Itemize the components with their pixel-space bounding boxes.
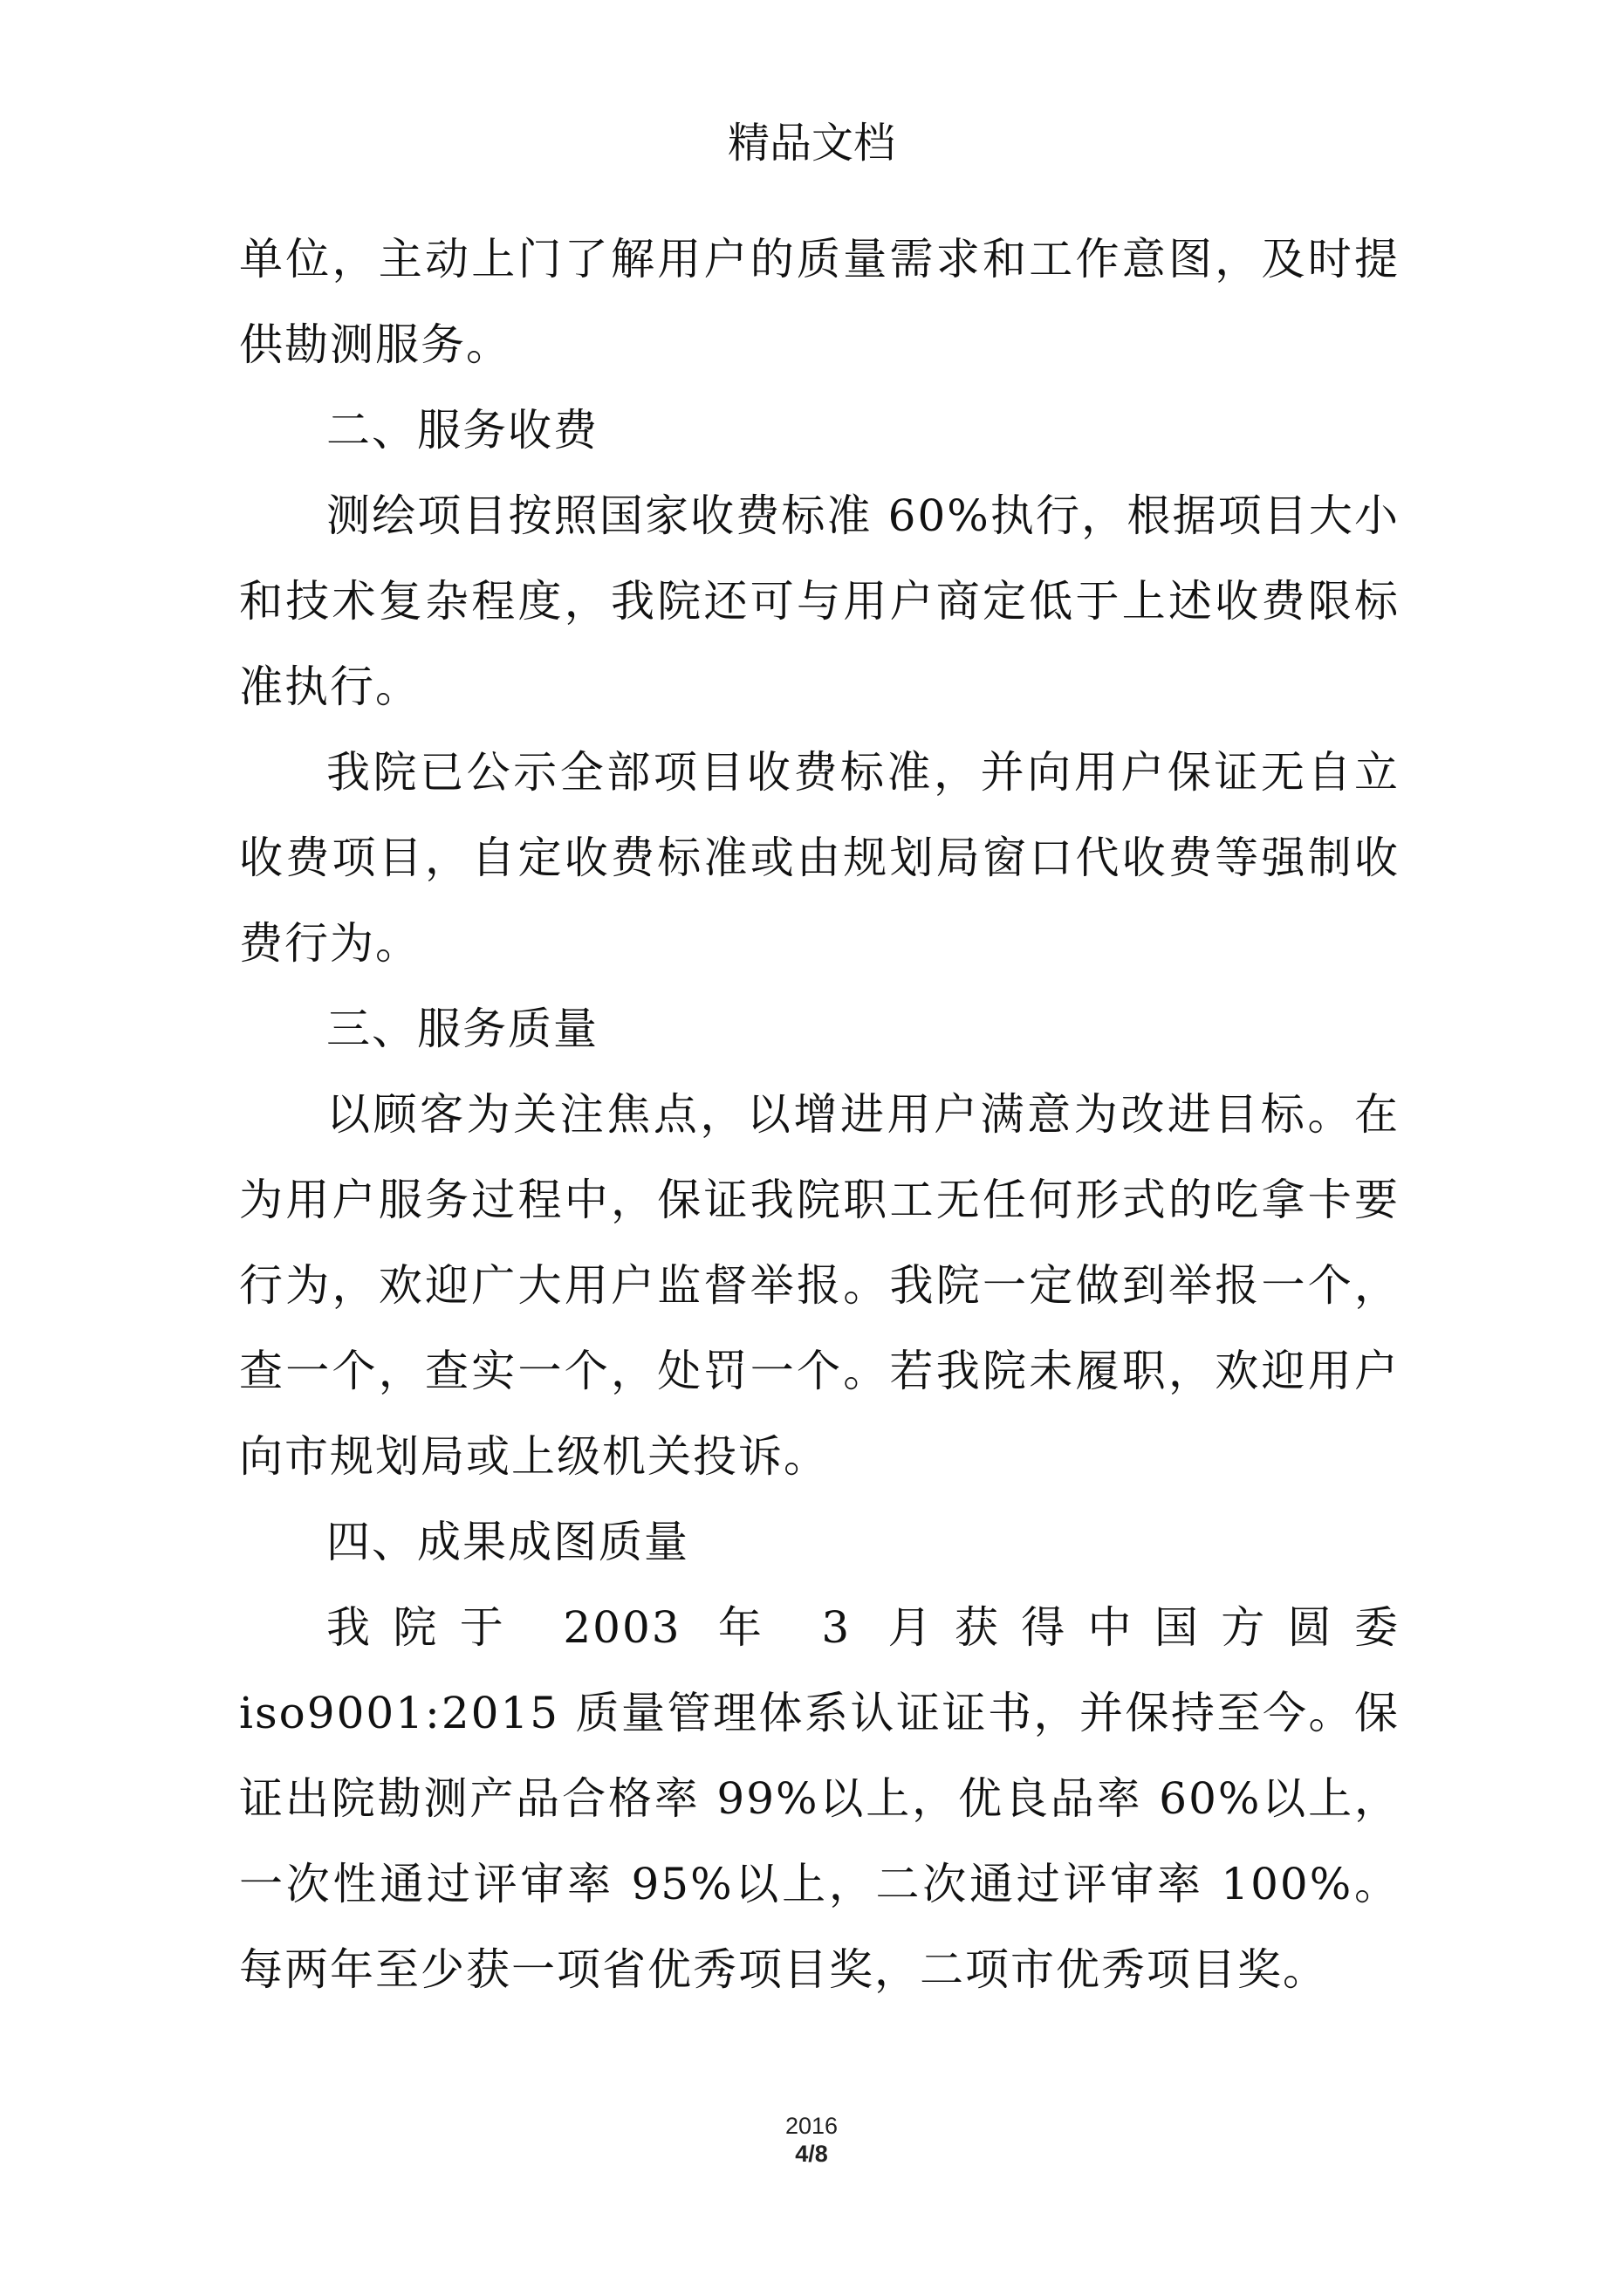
section-heading-fees: 二、服务收费: [326, 405, 599, 456]
paragraph-output-quality: 我院于 2003 年 3 月获得中国方圆委 iso9001:2015 质量管理体系认证证书，并保持至今。保证出院勘测产品合格率 99%以上，优良品率 60%以上，一次性通过评审率 95%以上，二次通过评审率 100%。每两年至少获一项省优秀项目奖，二项市优秀项目奖。: [239, 1602, 1400, 1995]
paragraph-service-quality: 以顾客为关注焦点，以增进用户满意为改进目标。在为用户服务过程中，保证我院职工无任何形式的吃拿卡要行为，欢迎广大用户监督举报。我院一定做到举报一个，查一个，查实一个，处罚一个。若我院未履职，欢迎用户向市规划局或上级机关投诉。: [239, 1089, 1400, 1482]
paragraph-fee-standard: 测绘项目按照国家收费标准 60%执行，根据项目大小和技术复杂程度，我院还可与用户商定低于上述收费限标准执行。: [239, 490, 1400, 712]
page-number: 4/8: [795, 2141, 828, 2167]
document-body: [239, 216, 1400, 2012]
page-header-title: 精品文档: [727, 119, 895, 168]
section-heading-service-quality: 三、服务质量: [326, 1004, 599, 1054]
footer-year: 2016: [784, 2113, 839, 2139]
section-heading-output-quality: 四、成果成图质量: [326, 1517, 689, 1567]
paragraph-fee-disclosure: 我院已公示全部项目收费标准，并向用户保证无自立收费项目，自定收费标准或由规划局窗口代收费等强制收费行为。: [239, 747, 1400, 969]
paragraph-continuation: 单位，主动上门了解用户的质量需求和工作意图，及时提供勘测服务。: [239, 234, 1400, 370]
